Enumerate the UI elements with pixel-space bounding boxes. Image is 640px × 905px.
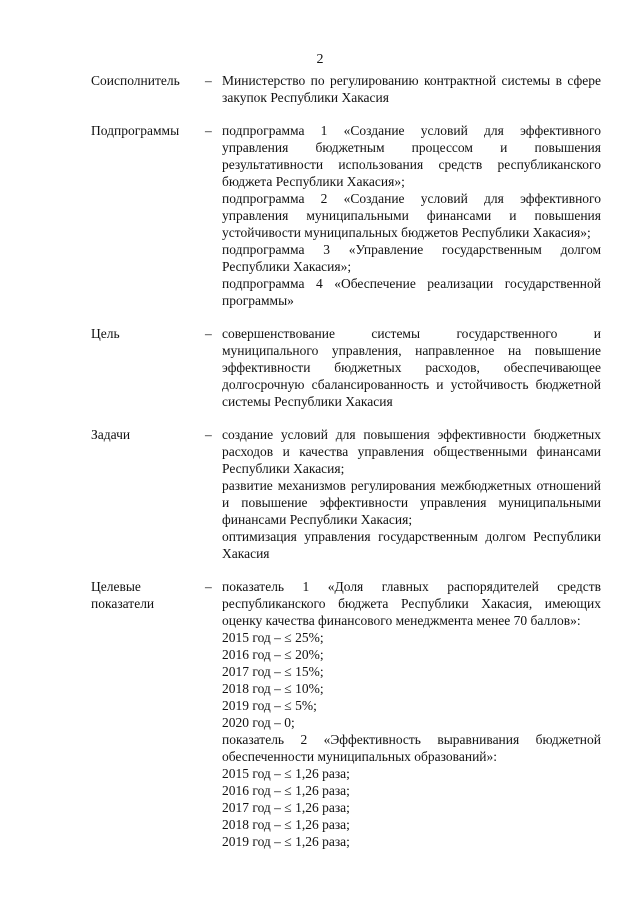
section-target-indicators: [91, 578, 601, 850]
paragraph: Министерство по регулированию контрактной системы в сфере закупок Республики Хакасия: [222, 73, 601, 105]
paragraph: показатель 2 «Эффективность выравнивания бюджетной обеспеченности муниципальных образований»:: [222, 732, 601, 764]
section-label: Целевые показатели: [91, 579, 155, 611]
indicator-year-value: 2017 год – ≤ 1,26 раза;: [222, 800, 350, 815]
section-label: Цель: [91, 326, 120, 341]
section-label: Задачи: [91, 427, 131, 442]
indicator-year-value: 2018 год – ≤ 1,26 раза;: [222, 817, 350, 832]
section-content: [222, 325, 601, 410]
indicator-year-value: 2019 год – ≤ 5%;: [222, 698, 317, 713]
section-label: Соисполнитель: [91, 73, 180, 88]
indicator-year-value: 2019 год – ≤ 1,26 раза;: [222, 834, 350, 849]
indicator-year-value: 2018 год – ≤ 10%;: [222, 681, 324, 696]
paragraph: подпрограмма 2 «Создание условий для эффективного управления муниципальными финансами и повышения устойчивости муниципальных бюджетов Республики Хакасия»;: [222, 191, 601, 240]
dash-separator: –: [205, 73, 212, 88]
page-number: 2: [316, 52, 324, 67]
section-content: [222, 122, 601, 309]
dash-separator: –: [205, 123, 212, 138]
indicator-year-value: 2020 год – 0;: [222, 715, 295, 730]
paragraph: совершенствование системы государственного и муниципального управления, направленное на повышение эффективности бюджетных расходов, обеспечивающее долгосрочную сбалансированность и устойчивость бюджетной системы Республики Хакасия: [222, 326, 601, 409]
indicator-year-value: 2015 год – ≤ 25%;: [222, 630, 324, 645]
indicator-year-value: 2015 год – ≤ 1,26 раза;: [222, 766, 350, 781]
section-content: [222, 578, 601, 850]
dash-separator: –: [205, 579, 212, 594]
paragraph: подпрограмма 1 «Создание условий для эффективного управления бюджетным процессом и повышения результативности использования средств республиканского бюджета Республики Хакасия»;: [222, 123, 601, 189]
section-content: [222, 426, 601, 562]
section-subprograms: [91, 122, 601, 309]
paragraph: создание условий для повышения эффективности бюджетных расходов и качества управления общественными финансами Республики Хакасия;: [222, 427, 601, 476]
paragraph: подпрограмма 4 «Обеспечение реализации государственной программы»: [222, 276, 601, 308]
paragraph: оптимизация управления государственным долгом Республики Хакасия: [222, 529, 601, 561]
indicator-year-value: 2017 год – ≤ 15%;: [222, 664, 324, 679]
paragraph: развитие механизмов регулирования межбюджетных отношений и повышение эффективности управления муниципальными финансами Республики Хакасия;: [222, 478, 601, 527]
paragraph: подпрограмма 3 «Управление государственным долгом Республики Хакасия»;: [222, 242, 601, 274]
passport-table: [91, 72, 601, 866]
dash-separator: –: [205, 427, 212, 442]
section-co-executor: [91, 72, 601, 106]
section-label: Подпрограммы: [91, 123, 180, 138]
section-content: [222, 72, 601, 106]
indicator-year-value: 2016 год – ≤ 1,26 раза;: [222, 783, 350, 798]
section-tasks: [91, 426, 601, 562]
dash-separator: –: [205, 326, 212, 341]
indicator-year-value: 2016 год – ≤ 20%;: [222, 647, 324, 662]
paragraph: показатель 1 «Доля главных распорядителей средств республиканского бюджета Республики Хакасия, имеющих оценку качества финансового менеджмента менее 70 баллов»:: [222, 579, 601, 628]
section-goal: [91, 325, 601, 410]
